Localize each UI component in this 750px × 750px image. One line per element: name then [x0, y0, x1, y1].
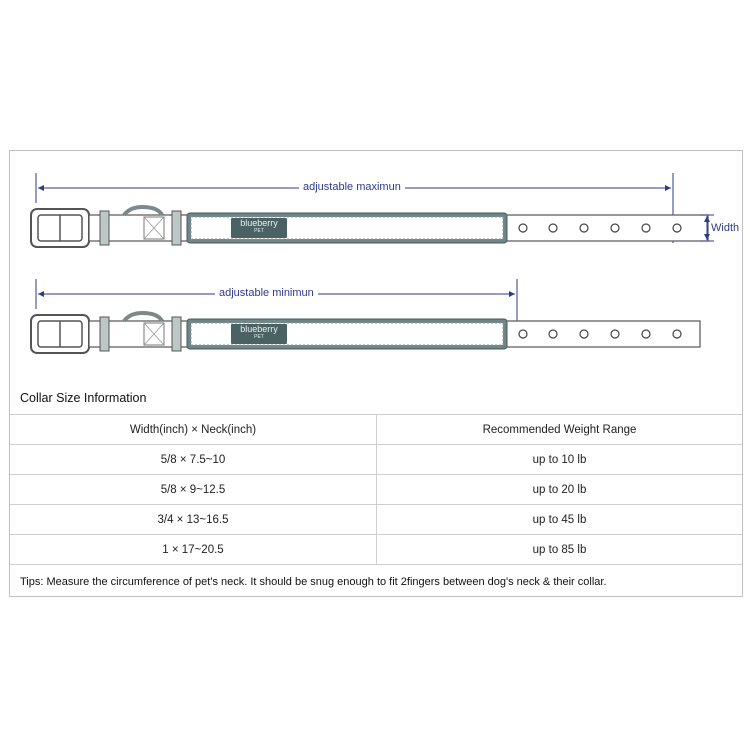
- header-weight-range: Recommended Weight Range: [377, 415, 743, 445]
- tips-text: Tips: Measure the circumference of pet's neck. It should be snug enough to fit 2fingers between dog's neck & their collar.: [20, 576, 607, 588]
- table-row: [10, 535, 742, 565]
- cell-weight: up to 20 lb: [377, 475, 743, 505]
- table-header-row: [10, 415, 742, 445]
- table-row: [10, 475, 742, 505]
- table-row: [10, 505, 742, 535]
- cell-size: 5/8 × 7.5~10: [10, 445, 377, 475]
- cell-size: 1 × 17~20.5: [10, 535, 377, 565]
- size-table: [10, 414, 742, 565]
- min-label: adjustable minimun: [215, 287, 318, 300]
- collar-min: [31, 279, 700, 353]
- brand-logo: blueberry PET: [231, 324, 287, 344]
- brand-logo: blueberry PET: [231, 218, 287, 238]
- collar-diagram: [10, 151, 742, 381]
- cell-weight: up to 10 lb: [377, 445, 743, 475]
- cell-size: 5/8 × 9~12.5: [10, 475, 377, 505]
- header-width-neck: Width(inch) × Neck(inch): [10, 415, 377, 445]
- d-ring-icon: [124, 207, 162, 215]
- collar-size-card: [9, 150, 743, 597]
- cell-weight: up to 45 lb: [377, 505, 743, 535]
- d-ring-icon: [124, 313, 162, 321]
- section-title: Collar Size Information: [20, 391, 147, 405]
- cell-weight: up to 85 lb: [377, 535, 743, 565]
- table-row: [10, 445, 742, 475]
- width-label: Width: [711, 222, 740, 234]
- max-label: adjustable maximun: [299, 181, 405, 194]
- cell-size: 3/4 × 13~16.5: [10, 505, 377, 535]
